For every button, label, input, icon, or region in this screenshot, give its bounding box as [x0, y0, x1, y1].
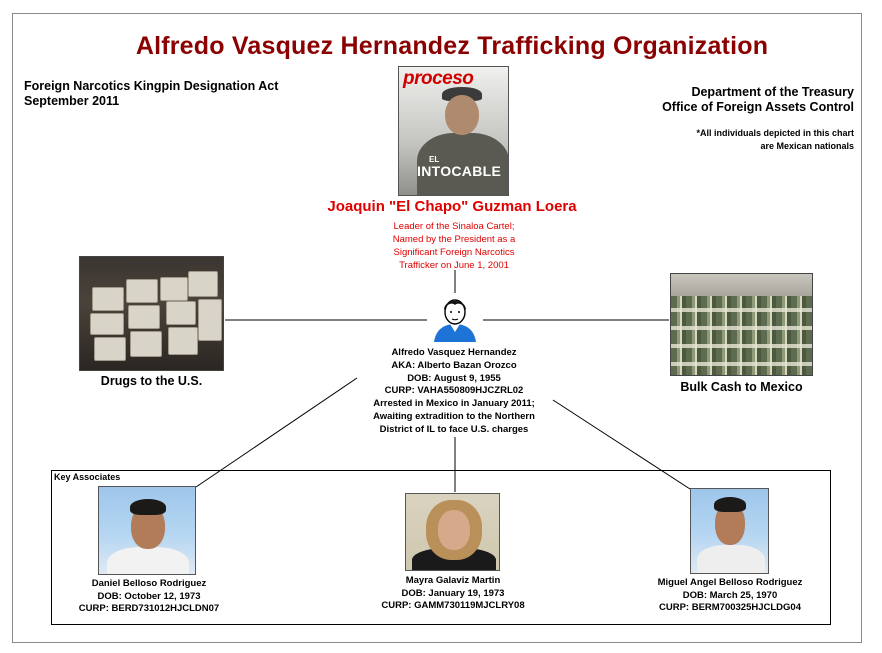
associate-3-info [630, 577, 830, 615]
leader-description [354, 220, 554, 272]
associate-2-info [355, 575, 551, 613]
brick [160, 277, 188, 301]
main-info-line: Arrested in Mexico in January 2011; [373, 398, 535, 410]
agency-info [662, 85, 854, 115]
magazine-cover-image [398, 66, 509, 196]
cover-headline: INTOCABLE [417, 163, 502, 179]
main-info-line: DOB: August 9, 1955 [407, 372, 501, 384]
note-line-1: *All individuals depicted in this chart [696, 128, 854, 138]
designation-date: September 2011 [24, 94, 120, 108]
associate-dob: DOB: October 12, 1973 [97, 590, 201, 602]
shirt [107, 547, 189, 575]
face [438, 510, 470, 550]
brick [166, 301, 196, 325]
cover-small-text: EL [429, 155, 440, 164]
brick [92, 287, 124, 311]
main-info-line: Awaiting extradition to the Northern [373, 410, 535, 422]
person-avatar-icon [430, 292, 480, 342]
drugs-label: Drugs to the U.S. [100, 374, 203, 388]
associate-name: Mayra Galaviz Martin [405, 575, 501, 586]
cash-band [671, 326, 812, 330]
drugs-photo [79, 256, 224, 371]
bulk-cash-photo [670, 273, 813, 376]
leader-desc-line: Named by the President as a [392, 234, 516, 245]
leader-name: Joaquin "El Chapo" Guzman Loera [327, 198, 577, 215]
designation-act: Foreign Narcotics Kingpin Designation Act [24, 79, 279, 93]
brick [94, 337, 126, 361]
cover-masthead: proceso [403, 68, 474, 89]
brick [168, 327, 198, 355]
main-subject-info [334, 347, 574, 437]
associate-curp: CURP: BERM700325HJCLDG04 [658, 602, 802, 613]
associate-curp: CURP: BERD731012HJCLDN07 [78, 603, 220, 614]
agency-line-1: Department of the Treasury [691, 85, 854, 99]
hair [130, 499, 166, 515]
shirt [697, 545, 765, 574]
associate-name: Miguel Angel Belloso Rodriguez [657, 577, 803, 588]
brick [198, 299, 222, 341]
associate-1-photo [98, 486, 196, 575]
cash-band [671, 344, 812, 348]
cash-photo-background [671, 274, 812, 296]
associate-curp: CURP: GAMM730119MJCLRY08 [381, 600, 525, 611]
associate-3-photo [690, 488, 769, 574]
key-associates-title: Key Associates [54, 472, 121, 482]
leader-desc-line: Trafficker on June 1, 2001 [399, 260, 509, 271]
designation-info [24, 79, 278, 109]
brick [128, 305, 160, 329]
hair [714, 497, 746, 512]
main-info-line: Alfredo Vasquez Hernandez [391, 347, 517, 358]
main-info-line: CURP: VAHA550809HJCZRL02 [384, 385, 524, 397]
associate-1-info [56, 578, 242, 616]
leader-desc-line: Leader of the Sinaloa Cartel; [393, 221, 515, 232]
brick [90, 313, 124, 335]
associate-dob: DOB: March 25, 1970 [682, 589, 778, 601]
cover-figure-face [445, 95, 479, 135]
cash-band [671, 362, 812, 366]
cash-band [671, 308, 812, 312]
note-line-2: are Mexican nationals [760, 141, 854, 151]
brick [188, 271, 218, 297]
associate-2-photo [405, 493, 500, 571]
page-title: Alfredo Vasquez Hernandez Trafficking Organization [135, 32, 769, 60]
agency-line-2: Office of Foreign Assets Control [662, 100, 854, 114]
nationality-note [696, 127, 854, 153]
cash-label: Bulk Cash to Mexico [680, 380, 803, 394]
associate-dob: DOB: January 19, 1973 [401, 587, 505, 599]
brick [130, 331, 162, 357]
leader-desc-line: Significant Foreign Narcotics [393, 247, 515, 258]
main-info-line: District of IL to face U.S. charges [379, 423, 529, 435]
brick [126, 279, 158, 303]
main-info-line: AKA: Alberto Bazan Orozco [391, 359, 517, 371]
associate-name: Daniel Belloso Rodriguez [91, 578, 207, 589]
